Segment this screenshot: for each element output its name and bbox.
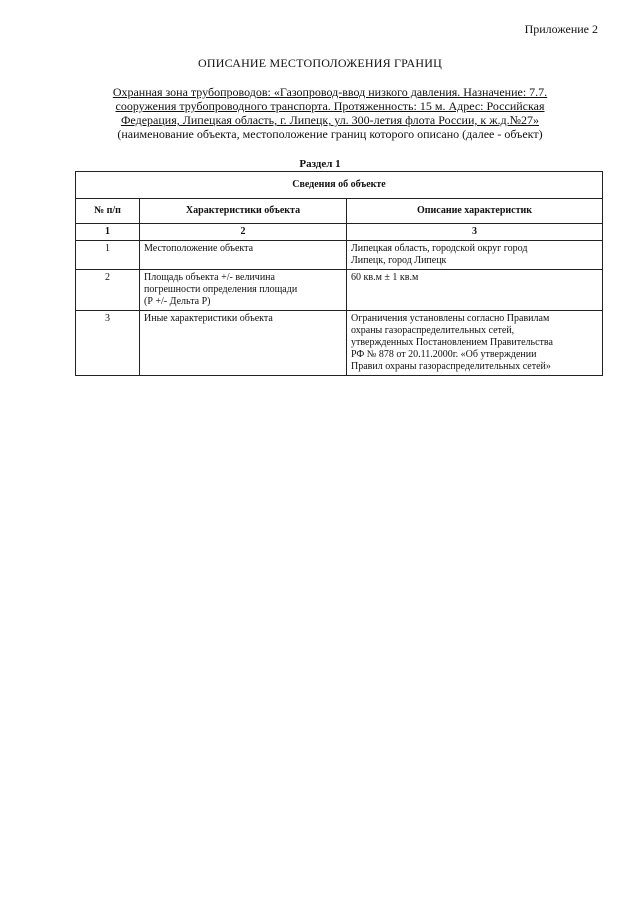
- row-characteristic: [140, 311, 347, 376]
- row-characteristic: [140, 270, 347, 311]
- row-number: 3: [76, 311, 140, 376]
- table-row: [76, 311, 603, 376]
- column-number: 2: [140, 224, 347, 241]
- column-number-row: [76, 224, 603, 241]
- column-header-description: Описание характеристик: [347, 199, 603, 224]
- table-row: [76, 241, 603, 270]
- text-line: (Р +/- Дельта Р): [144, 296, 211, 307]
- table-title-row: [76, 172, 603, 199]
- row-description: [347, 270, 603, 311]
- column-header-number: № п/п: [76, 199, 140, 224]
- text-line: РФ № 878 от 20.11.2000г. «Об утверждении: [351, 349, 537, 360]
- text-line: погрешности определения площади: [144, 284, 298, 295]
- text-line: утвержденных Постановлением Правительства: [351, 337, 553, 348]
- object-line-3: Федерация, Липецкая область, г. Липецк, ул. 300-летия флота России, к ж.д.№27»: [120, 113, 540, 127]
- section-title: Раздел 1: [299, 158, 341, 170]
- object-caption: (наименование объекта, местоположение границ которого описано (далее - объект): [117, 127, 543, 141]
- column-header-characteristic: Характеристики объекта: [140, 199, 347, 224]
- text-line: Липецкая область, городской округ город: [351, 243, 528, 254]
- row-description: [347, 241, 603, 270]
- text-line: Липецк, город Липецк: [351, 255, 447, 266]
- text-line: Ограничения установлены согласно Правилам: [351, 313, 550, 324]
- text-line: Правил охраны газораспределительных сетей»: [351, 361, 551, 372]
- text-line: 60 кв.м ± 1 кв.м: [351, 272, 419, 283]
- row-description: [347, 311, 603, 376]
- text-line: Местоположение объекта: [144, 243, 254, 254]
- row-number: 2: [76, 270, 140, 311]
- table-title: Сведения об объекте: [76, 172, 603, 199]
- row-number: 1: [76, 241, 140, 270]
- document-title: ОПИСАНИЕ МЕСТОПОЛОЖЕНИЯ ГРАНИЦ: [198, 56, 442, 70]
- row-characteristic: [140, 241, 347, 270]
- text-line: охраны газораспределительных сетей,: [351, 325, 515, 336]
- text-line: Иные характеристики объекта: [144, 313, 273, 324]
- column-header-row: [76, 199, 603, 224]
- object-line-2: сооружения трубопроводного транспорта. Протяженность: 15 м. Адрес: Российская: [115, 99, 545, 113]
- object-info-table: [75, 171, 603, 376]
- column-number: 3: [347, 224, 603, 241]
- table-row: [76, 270, 603, 311]
- column-number: 1: [76, 224, 140, 241]
- text-line: Площадь объекта +/- величина: [144, 272, 275, 283]
- object-line-1: Охранная зона трубопроводов: «Газопровод-ввод низкого давления. Назначение: 7.7.: [112, 85, 548, 99]
- appendix-label: Приложение 2: [524, 22, 598, 36]
- object-description: [84, 85, 576, 141]
